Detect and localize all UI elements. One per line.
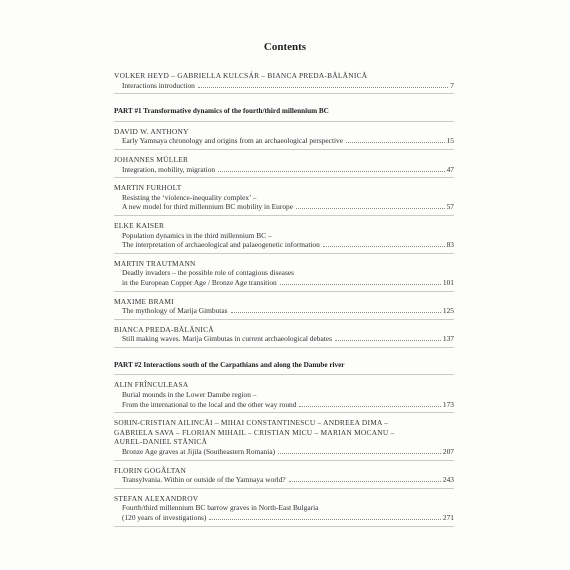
entry-title: (120 years of investigations)	[122, 513, 207, 522]
table-of-contents	[114, 70, 454, 531]
entry-line	[114, 202, 454, 212]
entry-title: Transylvania. Within or outside of the Yamnaya world?	[122, 475, 286, 485]
dot-leader	[296, 208, 445, 209]
entry-author: FLORIN GOGÂLTAN	[114, 465, 187, 475]
entry-line	[114, 278, 454, 288]
entry-line	[114, 447, 454, 457]
entry-author: SORIN-CRISTIAN AILINCĂI – MIHAI CONSTANTINESCU – ANDREEA DIMA –	[114, 418, 389, 428]
entry-title: Interactions introduction	[122, 80, 195, 90]
entry-title: Burial mounds in the Lower Danube region –	[122, 390, 257, 400]
dot-leader	[323, 246, 445, 247]
entry-line	[114, 193, 454, 203]
entry-author: MARTIN FURHOLT	[114, 183, 182, 193]
entry-line	[114, 268, 454, 278]
entry-author: ALIN FRÎNCULEASA	[114, 380, 189, 390]
dot-leader	[198, 87, 448, 88]
toc-entry[interactable]	[114, 154, 454, 178]
toc-entry[interactable]	[114, 296, 454, 320]
entry-line	[114, 400, 454, 410]
entry-title: Population dynamics in the third millennium BC –	[122, 230, 272, 240]
entry-page: 15	[446, 136, 454, 146]
entry-title: A new model for third millennium BC mobility in Europe	[122, 202, 293, 212]
entry-author: BIANCA PREDA-BĂLĂNICĂ	[114, 324, 214, 334]
entry-title: Fourth/third millennium BC barrow graves in North-East Bulgaria	[122, 503, 319, 513]
entry-page: 207	[442, 447, 454, 457]
entry-line	[114, 306, 454, 316]
entry-title: Bronze Age graves at Jijila (Southeastern Romania)	[122, 447, 276, 457]
part-2-entries	[114, 379, 454, 526]
entry-author: JOHANNES MÜLLER	[114, 154, 189, 164]
entry-page: 47	[446, 164, 454, 174]
dot-leader	[231, 312, 441, 313]
entry-page: 83	[446, 240, 454, 250]
entry-line	[114, 513, 454, 523]
entry-line	[114, 165, 454, 175]
entry-page: 271	[442, 513, 454, 522]
entry-author: MARTIN TRAUTMANN	[114, 258, 196, 268]
dot-leader	[218, 171, 444, 172]
entry-title: Integration, mobility, migration	[122, 164, 216, 174]
entry-page: 243	[442, 475, 454, 485]
dot-leader	[289, 481, 441, 482]
entry-title: Resisting the ‘violence-inequality complex’ –	[122, 192, 257, 202]
entry-author: STEFAN ALEXANDROV	[114, 493, 199, 503]
entry-title: Still making waves. Marija Gimbutas in current archaeological debates	[122, 334, 332, 344]
part-1-entries	[114, 126, 454, 348]
toc-entry[interactable]	[114, 417, 454, 460]
entry-author: GABRIELA SAVA – FLORIAN MIHAIL – CRISTIAN MICU – MARIAN MOCANU –	[114, 427, 395, 437]
toc-entry[interactable]	[114, 324, 454, 348]
entry-page: 125	[442, 306, 454, 316]
entry-line	[114, 231, 454, 241]
entry-page: 173	[442, 399, 454, 409]
toc-entry-intro[interactable]	[114, 70, 454, 94]
entry-author: VOLKER HEYD – GABRIELLA KULCSÁR – BIANCA PREDA-BĂLĂNICĂ	[114, 71, 368, 80]
entry-author: DAVID W. ANTHONY	[114, 126, 189, 136]
entry-line	[114, 81, 454, 91]
entry-title: Early Yamnaya chronology and origins from an archaeological perspective	[122, 136, 344, 146]
entry-author: MAXIME BRAMI	[114, 296, 174, 306]
entry-title: From the international to the local and the other way round	[122, 399, 297, 409]
part-2-heading: PART #2 Interactions south of the Carpathians and along the Danube river	[114, 352, 454, 376]
dot-leader	[278, 453, 441, 454]
entry-line	[114, 136, 454, 146]
entry-title: in the European Copper Age / Bronze Age transition	[122, 277, 277, 287]
toc-entry[interactable]	[114, 493, 454, 527]
dot-leader	[335, 340, 441, 341]
entry-line	[114, 475, 454, 485]
toc-entry[interactable]	[114, 220, 454, 254]
entry-title: The interpretation of archaeological and palaeogenetic information	[122, 240, 320, 250]
part-1-heading: PART #1 Transformative dynamics of the fourth/third millennium BC	[114, 98, 454, 122]
toc-entry[interactable]	[114, 258, 454, 292]
toc-entry[interactable]	[114, 465, 454, 489]
entry-title: The mythology of Marija Gimbutas	[122, 306, 228, 316]
toc-entry[interactable]	[114, 379, 454, 413]
entry-page: 137	[442, 334, 454, 344]
page-title: Contents	[263, 41, 307, 53]
toc-entry[interactable]	[114, 182, 454, 216]
entry-author: ELKE KAISER	[114, 220, 165, 230]
entry-line	[114, 390, 454, 400]
entry-page: 101	[442, 277, 454, 287]
dot-leader	[209, 519, 441, 520]
entry-page: 7	[450, 80, 454, 90]
toc-entry[interactable]	[114, 126, 454, 150]
entry-title: Deadly invaders – the possible role of contagious diseases	[122, 268, 294, 278]
entry-line	[114, 503, 454, 513]
entry-author: AUREL-DANIEL STĂNICĂ	[114, 437, 208, 447]
dot-leader	[346, 142, 445, 143]
dot-leader	[280, 284, 441, 285]
entry-line	[114, 334, 454, 344]
entry-page: 57	[446, 202, 454, 212]
entry-line	[114, 240, 454, 250]
dot-leader	[299, 406, 440, 407]
